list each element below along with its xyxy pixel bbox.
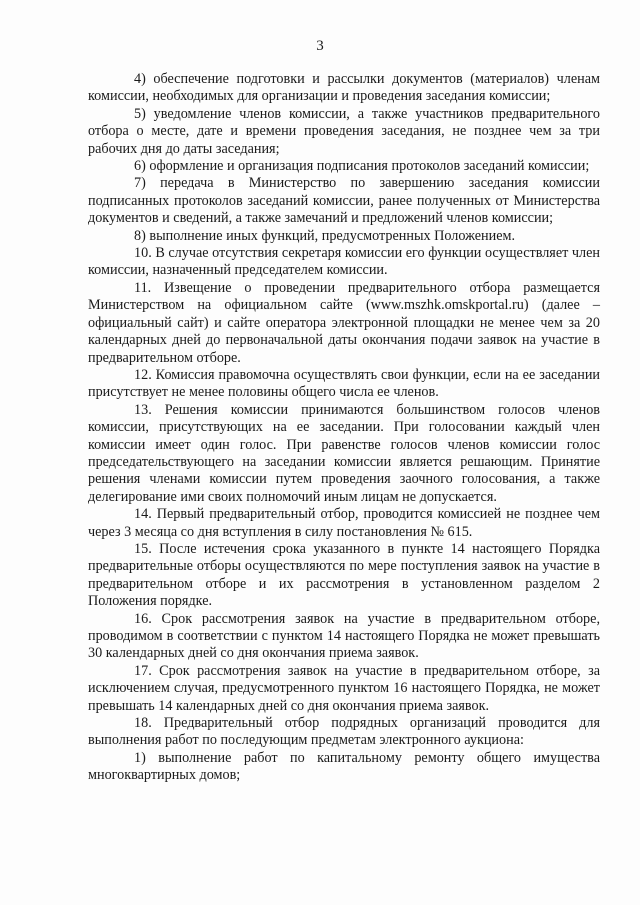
clause-10: 10. В случае отсутствия секретаря комиссии его функции осуществляет член комиссии, назначенный председателем комиссии. — [88, 245, 600, 279]
clause-17: 17. Срок рассмотрения заявок на участие в предварительном отборе, за исключением случая, предусмотренного пунктом 16 настоящего Порядка, не может превышать 14 календарных дней со дня окончания приема заявок. — [88, 662, 600, 714]
clause-14: 14. Первый предварительный отбор, проводится комиссией не позднее чем через 3 месяца со дня вступления в силу постановления № 615. — [88, 506, 600, 540]
paragraph-item-6: 6) оформление и организация подписания протоколов заседаний комиссии; — [134, 158, 590, 175]
clause-18-subitem-1: 1) выполнение работ по капитальному ремонту общего имущества многоквартирных домов; — [88, 749, 600, 784]
paragraph-item-8: 8) выполнение иных функций, предусмотренных Положением. — [134, 227, 516, 244]
paragraph-item-7: 7) передача в Министерство по завершению заседания комиссии подписанных протоколов заседаний комиссии, ранее полученных от Министерства документов и сведений, а также замечаний и предложений членов комиссии; — [88, 175, 600, 227]
paragraph-item-5: 5) уведомление членов комиссии, а также участников предварительного отбора о месте, дате и времени проведения заседания, не позднее чем за три рабочих дня до даты заседания; — [88, 105, 600, 157]
paragraph-item-4: 4) обеспечение подготовки и рассылки документов (материалов) членам комиссии, необходимых для организации и проведения заседания комиссии; — [88, 71, 600, 105]
document-body — [88, 71, 600, 785]
clause-12: 12. Комиссия правомочна осуществлять свои функции, если на ее заседании присутствует не менее половины общего числа ее членов. — [88, 366, 600, 401]
clause-13: 13. Решения комиссии принимаются большинством голосов членов комиссии, присутствующих на ее заседании. При голосовании каждый член комиссии имеет один голос. При равенстве голосов членов комиссии голос председательствующего на заседании комиссии является решающим. Принятие решения членами комиссии путем проведения заочного голосования, а также делегирование ими своих полномочий иным лицам не допускается. — [88, 401, 600, 505]
clause-11: 11. Извещение о проведении предварительного отбора размещается Министерством на официальном сайте (www.mszhk.omskportal.ru) (далее – официальный сайт) и сайте оператора электронной площадки не менее чем за 20 календарных дней до первоначальной даты окончания подачи заявок на участие в предварительном отборе. — [88, 279, 600, 366]
clause-15: 15. После истечения срока указанного в пункте 14 настоящего Порядка предварительные отборы осуществляются по мере поступления заявок на участие в предварительном отборе и их рассмотрения в установленном разделом 2 Положения порядке. — [88, 540, 600, 610]
clause-16: 16. Срок рассмотрения заявок на участие в предварительном отборе, проводимом в соответствии с пунктом 14 настоящего Порядка не может превышать 30 календарных дней со дня окончания приема заявок. — [88, 610, 600, 662]
page-number: 3 — [316, 38, 324, 54]
clause-18: 18. Предварительный отбор подрядных организаций проводится для выполнения работ по последующим предметам электронного аукциона: — [88, 715, 600, 749]
